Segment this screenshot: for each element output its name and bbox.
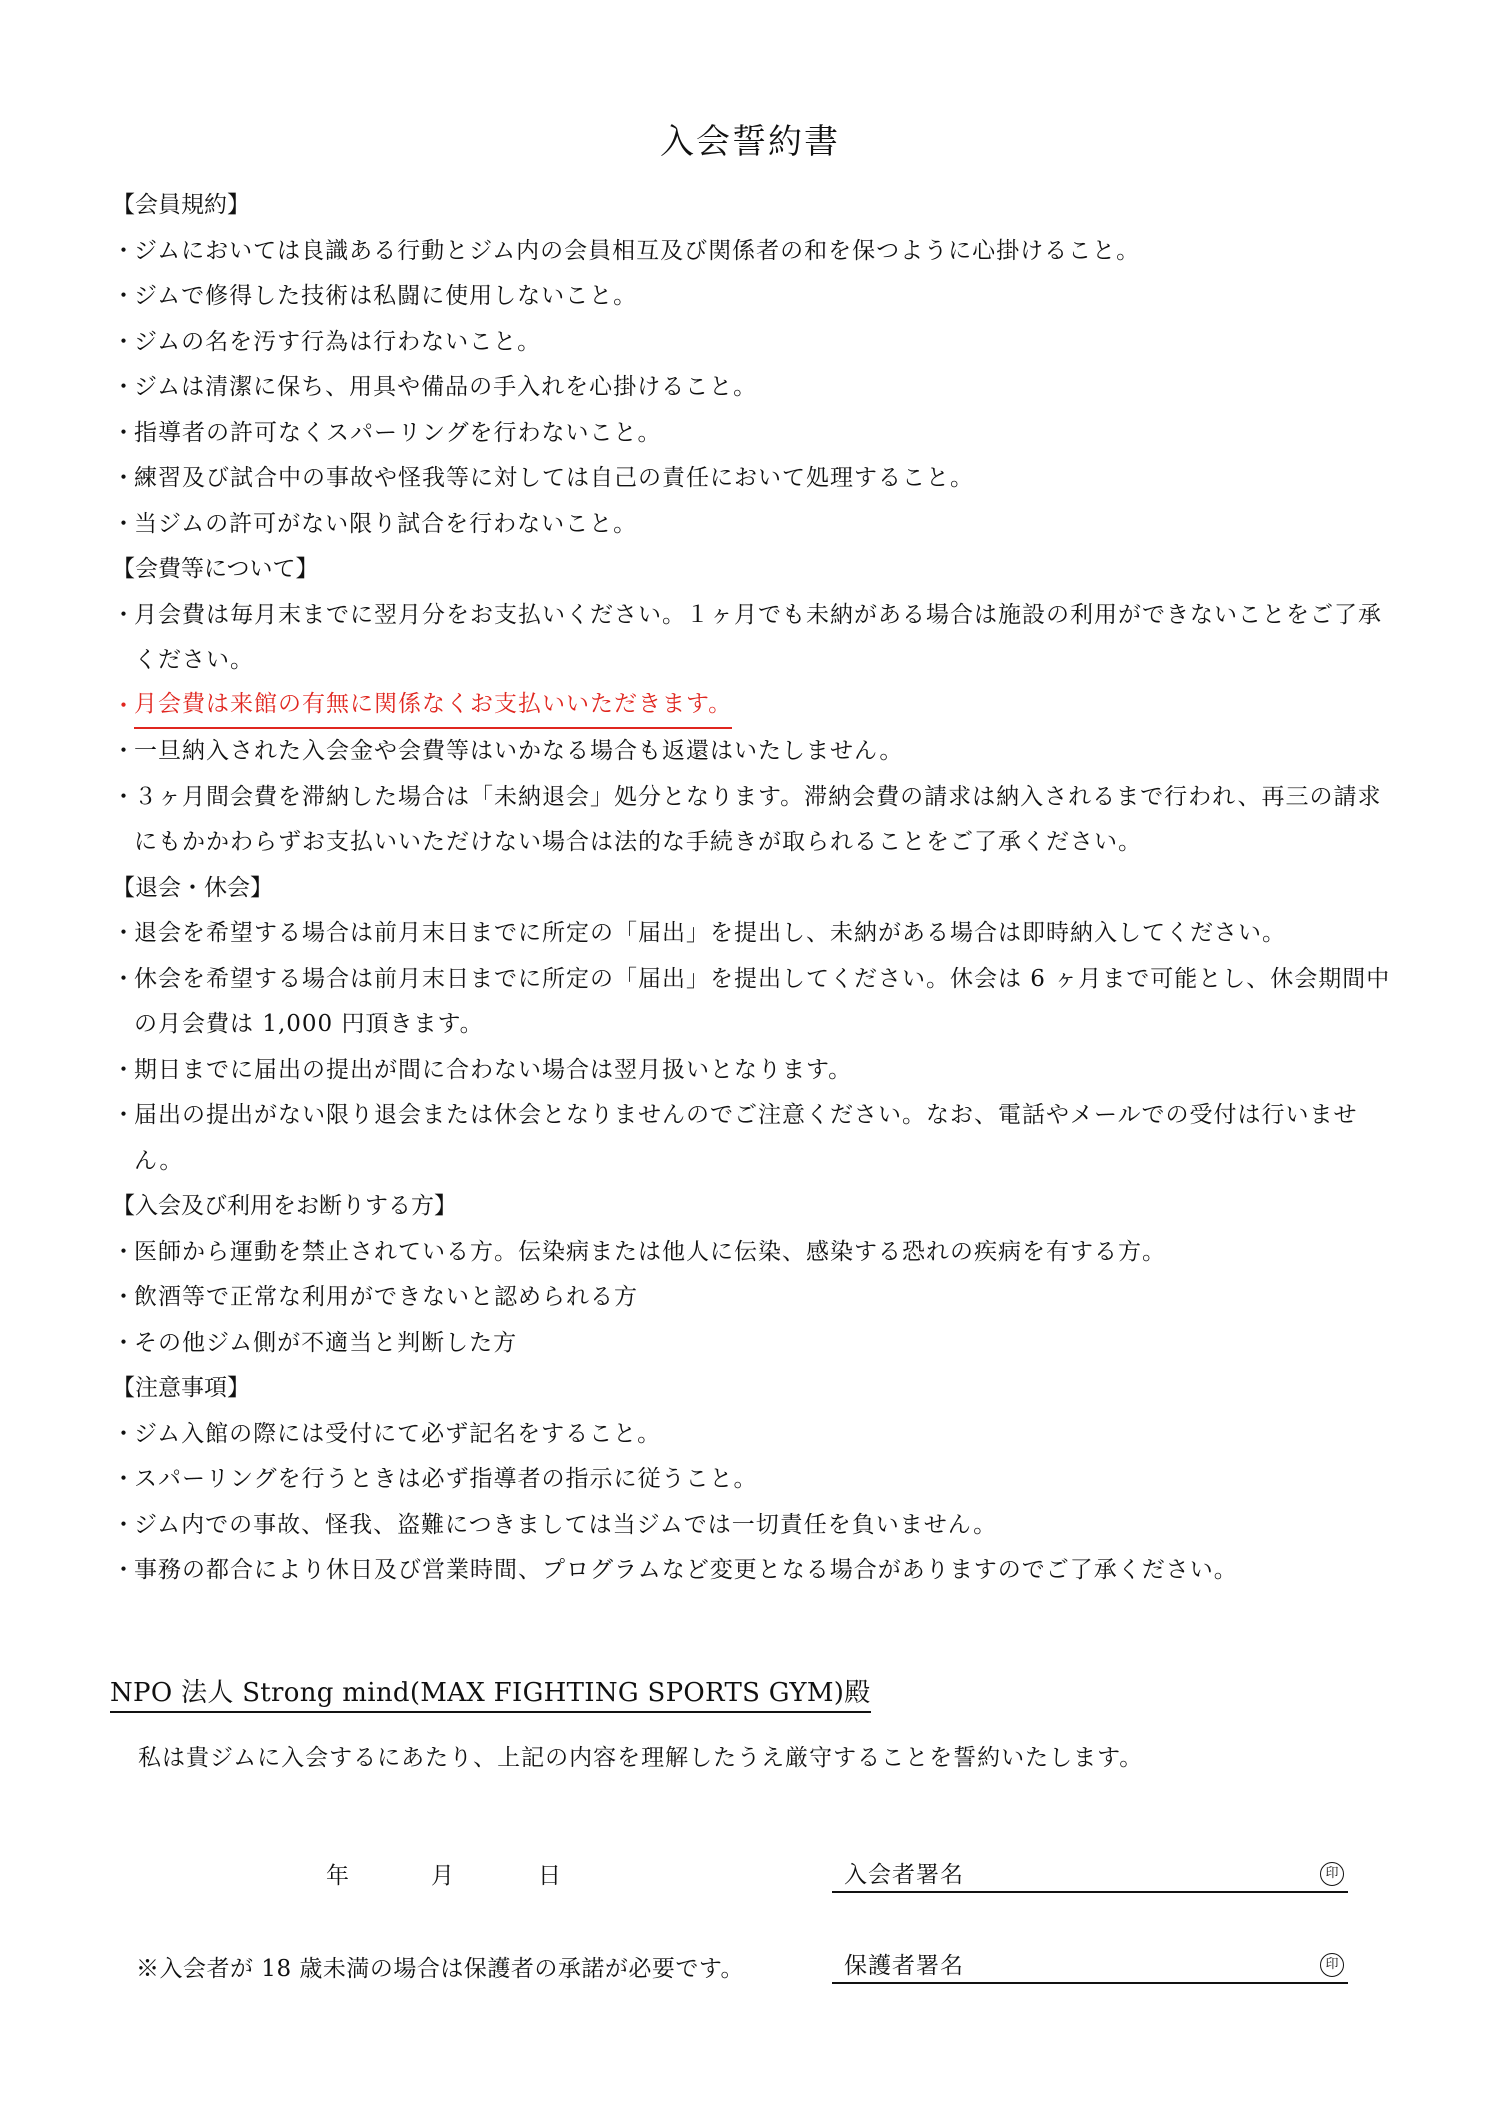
bullet: ・ bbox=[112, 374, 135, 400]
item-text: 飲酒等で正常な利用ができないと認められる方 bbox=[134, 1284, 638, 1310]
item-text: その他ジム側が不適当と判断した方 bbox=[134, 1329, 518, 1356]
item-text: ジム内での事故、怪我、盗難につきましては当ジムでは一切責任を負いません。 bbox=[134, 1511, 998, 1538]
date-month-label: 月 bbox=[431, 1863, 454, 1889]
bullet: ・ bbox=[112, 738, 135, 764]
list-item bbox=[112, 274, 1402, 320]
item-text: ジムは清潔に保ち、用具や備品の手入れを心掛けること。 bbox=[134, 374, 758, 400]
list-item bbox=[112, 411, 1402, 457]
guardian-signature-label: 保護者署名 bbox=[844, 1953, 964, 1979]
list-item bbox=[112, 1230, 1402, 1276]
date-day-label: 日 bbox=[538, 1863, 561, 1889]
item-text: スパーリングを行うときは必ず指導者の指示に従うこと。 bbox=[134, 1466, 758, 1492]
list-item bbox=[112, 729, 1402, 775]
list-item bbox=[112, 1275, 1402, 1321]
section-heading: 【注意事項】 bbox=[112, 1375, 250, 1401]
list-item bbox=[112, 1503, 1402, 1549]
bullet: ・ bbox=[112, 510, 135, 537]
list-item bbox=[112, 775, 1402, 866]
guardian-signature-field[interactable] bbox=[832, 1946, 1348, 1984]
section-heading: 【会費等について】 bbox=[112, 556, 319, 582]
bullet: ・ bbox=[112, 601, 135, 628]
bullet: ・ bbox=[112, 1056, 135, 1083]
document-title: 入会誓約書 bbox=[660, 122, 840, 162]
item-text: ジムで修得した技術は私闘に使用しないこと。 bbox=[134, 283, 638, 309]
list-item bbox=[112, 1548, 1402, 1594]
list-item bbox=[112, 593, 1402, 684]
item-text: 医師から運動を禁止されている方。伝染病または他人に伝染、感染する恐れの疾病を有する方。 bbox=[134, 1238, 1166, 1265]
terms-body bbox=[112, 183, 1402, 1594]
list-item bbox=[112, 957, 1402, 1048]
list-item bbox=[112, 229, 1402, 275]
bullet: ・ bbox=[112, 965, 135, 992]
list-item bbox=[112, 1457, 1402, 1503]
bullet: ・ bbox=[112, 419, 135, 446]
item-text: 休会を希望する場合は前月末日までに所定の「届出」を提出してください。休会は 6 ヶ月まで可能とし、休会期間中の月会費は 1,000 円頂きます。 bbox=[134, 965, 1391, 1037]
list-item bbox=[112, 1048, 1402, 1094]
section-heading: 【入会及び利用をお断りする方】 bbox=[112, 1193, 457, 1219]
guardian-note: ※入会者が 18 歳未満の場合は保護者の承諾が必要です。 bbox=[136, 1956, 745, 1982]
item-text: ジム入館の際には受付にて必ず記名をすること。 bbox=[134, 1420, 662, 1447]
pledge-statement: 私は貴ジムに入会するにあたり、上記の内容を理解したうえ厳守することを誓約いたします。 bbox=[138, 1745, 1144, 1771]
section-heading: 【会員規約】 bbox=[112, 192, 250, 218]
list-item-highlighted bbox=[112, 684, 1402, 730]
item-text: ３ヶ月間会費を滞納した場合は「未納退会」処分となります。滞納会費の請求は納入されるまで行われ、再三の請求にもかかわらずお支払いいただけない場合は法的な手続きが取られることをご了承ください。 bbox=[134, 783, 1382, 855]
item-text: 一旦納入された入会金や会費等はいかなる場合も返還はいたしません。 bbox=[134, 738, 904, 764]
section-heading: 【退会・休会】 bbox=[112, 874, 273, 901]
item-text: 当ジムの許可がない限り試合を行わないこと。 bbox=[134, 510, 638, 537]
list-item bbox=[112, 911, 1402, 957]
bullet: ・ bbox=[112, 920, 135, 946]
bullet: ・ bbox=[112, 1420, 135, 1447]
bullet: ・ bbox=[112, 283, 135, 309]
bullet: ・ bbox=[112, 465, 135, 491]
bullet: ・ bbox=[112, 1511, 135, 1538]
bullet: ・ bbox=[112, 1102, 135, 1128]
list-item bbox=[112, 1321, 1402, 1367]
list-item bbox=[112, 365, 1402, 411]
bullet: ・ bbox=[112, 692, 135, 719]
addressee: NPO 法人 Strong mind(MAX FIGHTING SPORTS GYM)殿 bbox=[110, 1672, 871, 1713]
list-item bbox=[112, 1412, 1402, 1458]
member-signature-field[interactable] bbox=[832, 1855, 1348, 1893]
item-text: ジムにおいては良識ある行動とジム内の会員相互及び関係者の和を保つように心掛けること。 bbox=[134, 237, 1141, 264]
item-text: 期日までに届出の提出が間に合わない場合は翌月扱いとなります。 bbox=[134, 1056, 853, 1083]
item-text: 届出の提出がない限り退会または休会となりませんのでご注意ください。なお、電話やメールでの受付は行いません。 bbox=[134, 1102, 1358, 1174]
bullet: ・ bbox=[112, 1329, 135, 1356]
bullet: ・ bbox=[112, 1557, 135, 1583]
bullet: ・ bbox=[112, 1466, 135, 1492]
bullet: ・ bbox=[112, 328, 135, 355]
item-text: 事務の都合により休日及び営業時間、プログラムなど変更となる場合がありますのでご了承ください。 bbox=[134, 1557, 1238, 1583]
bullet: ・ bbox=[112, 1238, 135, 1265]
item-text: 指導者の許可なくスパーリングを行わないこと。 bbox=[134, 419, 662, 446]
list-item bbox=[112, 320, 1402, 366]
bullet: ・ bbox=[112, 783, 135, 810]
seal-icon: 印 bbox=[1320, 1862, 1344, 1886]
list-item bbox=[112, 456, 1402, 502]
item-text: 月会費は毎月末までに翌月分をお支払いください。１ヶ月でも未納がある場合は施設の利用ができないことをご了承ください。 bbox=[134, 601, 1382, 673]
item-text: 退会を希望する場合は前月末日までに所定の「届出」を提出し、未納がある場合は即時納入してください。 bbox=[134, 920, 1286, 946]
item-text: 練習及び試合中の事故や怪我等に対しては自己の責任において処理すること。 bbox=[134, 465, 974, 491]
seal-icon: 印 bbox=[1320, 1953, 1344, 1977]
bullet: ・ bbox=[112, 237, 135, 264]
item-text-highlighted: 月会費は来館の有無に関係なくお支払いいただきます。 bbox=[134, 684, 732, 730]
bullet: ・ bbox=[112, 1284, 135, 1310]
list-item bbox=[112, 502, 1402, 548]
member-signature-label: 入会者署名 bbox=[844, 1862, 964, 1888]
list-item bbox=[112, 1093, 1402, 1184]
date-year-label: 年 bbox=[326, 1863, 349, 1889]
item-text: ジムの名を汚す行為は行わないこと。 bbox=[134, 328, 542, 355]
